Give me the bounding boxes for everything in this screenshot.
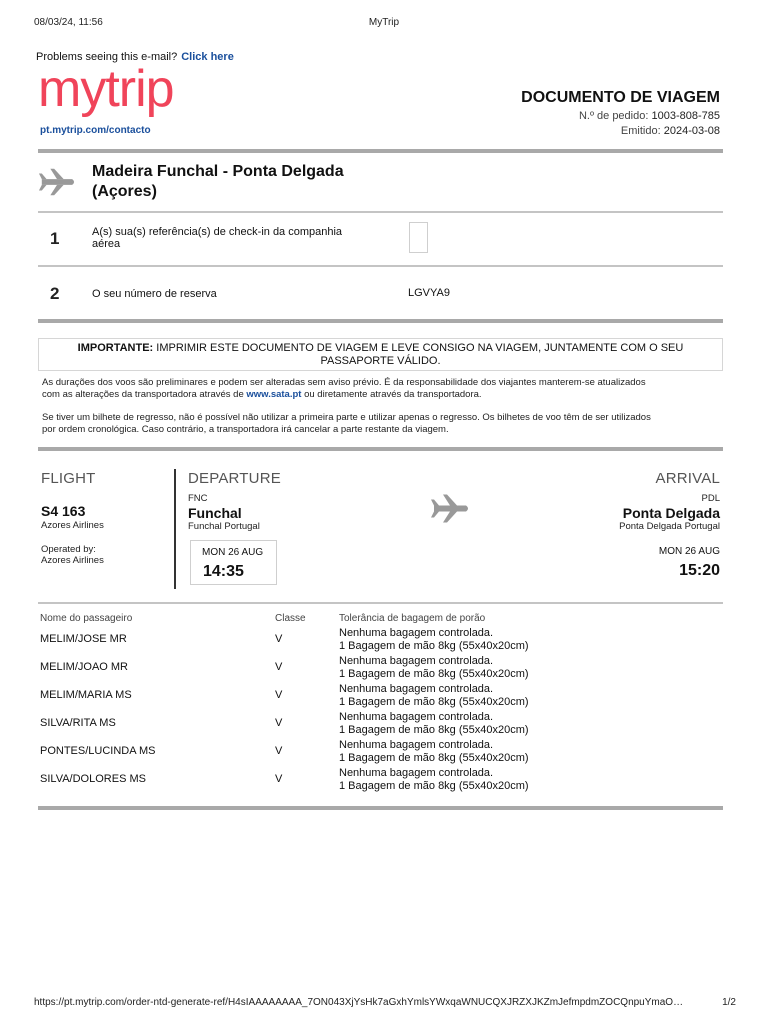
route-title	[92, 162, 392, 202]
arrival-city: Ponta Delgada	[622, 505, 720, 521]
divider	[38, 149, 723, 153]
passenger-baggage	[339, 627, 529, 653]
print-header	[34, 17, 734, 31]
passenger-class: V	[275, 773, 283, 785]
route-line2: (Açores)	[92, 183, 157, 200]
return-ticket-notice	[42, 412, 722, 435]
print-url: https://pt.mytrip.com/order-ntd-generate-ref/H4sIAAAAAAAA_7ON043XjYsHk7aGxhYmlsYWxqaWNUCQXJRZXJKZmJefmpdmZOCQnpuYmaO…	[34, 997, 684, 1008]
airplane-icon	[38, 167, 76, 197]
passenger-class: V	[275, 717, 283, 729]
print-page-number: 1/2	[722, 997, 736, 1008]
booking-reference: LGVYA9	[408, 287, 450, 299]
departure-day: MON 26 AUG	[202, 547, 264, 558]
passenger-baggage	[339, 683, 529, 709]
airline-name: Azores Airlines	[41, 520, 104, 531]
notice1-post: ou diretamente através da transportadora.	[304, 388, 482, 400]
notice2-line1: Se tiver um bilhete de regresso, não é possível não utilizar a primeira parte e utilizar apenas o regresso. Os bilhetes de voo têm de ser utilizados	[42, 412, 651, 423]
arrival-code: PDL	[701, 493, 720, 504]
important-line1	[39, 342, 722, 355]
reference-label-line1: A(s) sua(s) referência(s) de check-in da companhia	[92, 226, 343, 238]
passenger-name: MELIM/JOSE MR	[40, 633, 127, 645]
departure-time: 14:35	[203, 563, 244, 580]
baggage-checked: Nenhuma bagagem controlada.	[339, 739, 494, 751]
arrival-heading: ARRIVAL	[655, 470, 720, 487]
baggage-header: Tolerância de bagagem de porão	[339, 613, 486, 624]
important-notice	[38, 338, 723, 371]
passenger-name: MELIM/MARIA MS	[40, 689, 132, 701]
passenger-class: V	[275, 633, 283, 645]
passenger-baggage	[339, 655, 529, 681]
baggage-checked: Nenhuma bagagem controlada.	[339, 683, 494, 695]
mytrip-logo[interactable]	[38, 64, 220, 122]
issued-value: 2024-03-08	[663, 125, 720, 137]
passenger-name: SILVA/DOLORES MS	[40, 773, 146, 785]
document-title: DOCUMENTO DE VIAGEM	[521, 89, 720, 106]
order-value: 1003-808-785	[651, 110, 720, 122]
baggage-checked: Nenhuma bagagem controlada.	[339, 627, 494, 639]
important-line2: PASSAPORTE VÁLIDO.	[320, 355, 441, 367]
baggage-hand: 1 Bagagem de mão 8kg (55x40x20cm)	[339, 696, 529, 708]
departure-datetime-box	[190, 540, 277, 585]
passenger-name-header: Nome do passageiro	[40, 613, 133, 624]
passenger-baggage	[339, 711, 529, 737]
click-here-link[interactable]: Click here	[181, 51, 234, 63]
baggage-hand: 1 Bagagem de mão 8kg (55x40x20cm)	[339, 724, 529, 736]
important-label: IMPORTANTE:	[77, 342, 154, 354]
flight-divider	[174, 469, 176, 589]
print-datetime: 08/03/24, 11:56	[34, 17, 103, 28]
baggage-checked: Nenhuma bagagem controlada.	[339, 655, 494, 667]
problems-text: Problems seeing this e-mail?	[36, 51, 178, 63]
airplane-icon	[430, 492, 470, 525]
divider	[38, 319, 723, 323]
divider	[38, 211, 723, 213]
reference-label	[92, 226, 342, 250]
baggage-hand: 1 Bagagem de mão 8kg (55x40x20cm)	[339, 780, 529, 792]
divider	[38, 265, 723, 267]
divider	[38, 806, 723, 810]
operated-label: Operated by:	[41, 544, 96, 555]
passenger-name: SILVA/RITA MS	[40, 717, 116, 729]
passenger-class: V	[275, 661, 283, 673]
passenger-baggage	[339, 739, 529, 765]
reference-label-line2: aérea	[92, 238, 121, 250]
departure-location: Funchal Portugal	[188, 521, 260, 532]
passenger-class: V	[275, 689, 283, 701]
arrival-location: Ponta Delgada Portugal	[619, 521, 720, 532]
passenger-name: MELIM/JOAO MR	[40, 661, 129, 673]
issued-date	[621, 125, 720, 137]
checkin-reference-box	[409, 222, 428, 253]
arrival-day: MON 26 AUG	[658, 546, 720, 557]
route-line1: Madeira Funchal - Ponta Delgada	[92, 163, 344, 180]
baggage-hand: 1 Bagagem de mão 8kg (55x40x20cm)	[339, 640, 529, 652]
passenger-baggage	[339, 767, 529, 793]
baggage-hand: 1 Bagagem de mão 8kg (55x40x20cm)	[339, 752, 529, 764]
departure-city: Funchal	[188, 505, 242, 521]
class-header: Classe	[275, 613, 306, 624]
logo-text: mytrip	[38, 64, 174, 118]
order-number	[579, 110, 720, 122]
passenger-name: PONTES/LUCINDA MS	[40, 745, 156, 757]
email-problems	[36, 51, 234, 63]
reference-number: 2	[50, 284, 60, 303]
notice1-line2	[42, 389, 722, 401]
reference-label: O seu número de reserva	[92, 288, 217, 300]
departure-code: FNC	[188, 493, 208, 504]
notice2-line2: por ordem cronológica. Caso contrário, a transportadora irá cancelar a parte restante da viagem.	[42, 423, 449, 435]
reference-number: 1	[50, 229, 60, 248]
baggage-checked: Nenhuma bagagem controlada.	[339, 711, 494, 723]
divider	[38, 602, 723, 604]
print-title: MyTrip	[368, 17, 400, 28]
flight-heading: FLIGHT	[41, 470, 96, 487]
important-text: IMPRIMIR ESTE DOCUMENTO DE VIAGEM E LEVE CONSIGO NA VIAGEM, JUNTAMENTE COM O SEU	[156, 342, 684, 354]
issued-label: Emitido:	[620, 125, 661, 137]
baggage-hand: 1 Bagagem de mão 8kg (55x40x20cm)	[339, 668, 529, 680]
notice1-pre: com as alterações da transportadora através de	[42, 388, 244, 400]
operated-by: Azores Airlines	[41, 555, 104, 566]
duration-notice	[42, 377, 722, 400]
passenger-class: V	[275, 745, 283, 757]
arrival-time: 15:20	[679, 562, 720, 579]
order-label: N.º de pedido:	[578, 110, 649, 122]
flight-number: S4 163	[41, 503, 86, 519]
notice1-line1: As durações dos voos são preliminares e podem ser alteradas sem aviso prévio. É da responsabilidade dos viajantes manterem-se atualizados	[42, 377, 646, 388]
departure-heading: DEPARTURE	[188, 470, 281, 487]
baggage-checked: Nenhuma bagagem controlada.	[339, 767, 494, 779]
contact-link[interactable]: pt.mytrip.com/contacto	[40, 125, 151, 136]
sata-link[interactable]: www.sata.pt	[246, 388, 302, 400]
divider	[38, 447, 723, 451]
